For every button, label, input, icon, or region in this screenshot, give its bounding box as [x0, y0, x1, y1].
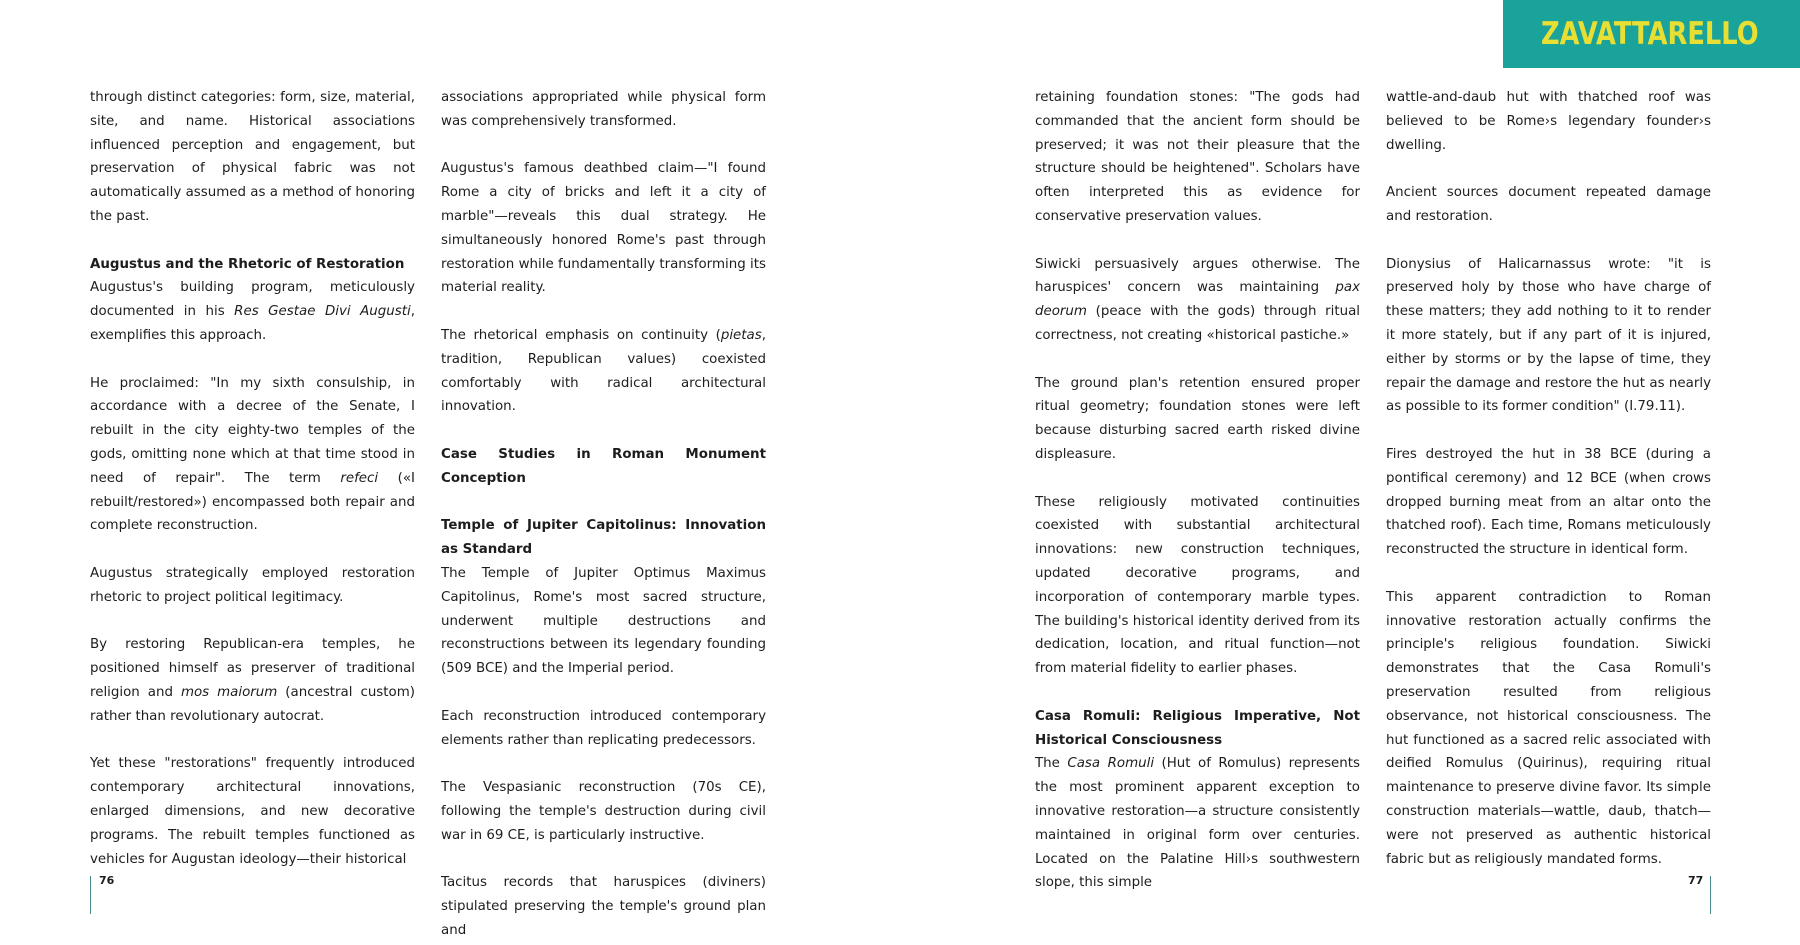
subsection-heading: Casa Romuli: Religious Imperative, Not Historical Consciousness	[1035, 708, 1360, 748]
paragraph: By restoring Republican-era temples, he positioned himself as preserver of traditional religion and mos maiorum (ancestral custom) rather than revolutionary autocrat.	[90, 637, 415, 724]
section-heading: Augustus and the Rhetoric of Restoration	[90, 256, 405, 272]
right-page-number: 77	[1688, 874, 1704, 887]
paragraph: Tacitus records that haruspices (diviners) stipulated preserving the temple's ground plan and	[441, 875, 766, 938]
paragraph: The ground plan's retention ensured proper ritual geometry; foundation stones were left because disturbing sacred earth risked divine displeasure.	[1035, 375, 1360, 462]
paragraph: He proclaimed: "In my sixth consulship, in accordance with a decree of the Senate, I rebuilt in the city eighty-two temples of the gods, omitting none which at that time stood in need of repair". The term refeci («I rebuilt/restored») encompassed both repair and complete reconstruction.	[90, 375, 415, 534]
paragraph: Augustus's famous deathbed claim—"I found Rome a city of bricks and left it a city of marble"—reveals this dual strategy. He simultaneously honored Rome's past through restoration while fundamentally transforming its material reality.	[441, 161, 766, 296]
paragraph: Each reconstruction introduced contemporary elements rather than replicating predecessors.	[441, 708, 766, 748]
paragraph: Augustus's building program, meticulously documented in his Res Gestae Divi Augusti, exemplifies this approach.	[90, 280, 415, 343]
paragraph: This apparent contradiction to Roman innovative restoration actually confirms the principle's religious foundation. Siwicki demonstrates that the Casa Romuli's preservation resulted from religious observance, not historical consciousness. The hut functioned as a sacred relic associated with deified Romulus (Quirinus), requiring ritual maintenance to preserve divine favor. Its simple construction materials—wattle, daub, thatch—were not preserved as authentic historical fabric but as religiously mandated forms.	[1386, 589, 1711, 867]
paragraph: The Temple of Jupiter Optimus Maximus Capitolinus, Rome's most sacred structure, underwent multiple destructions and reconstructions between its legendary founding (509 BCE) and the Imperial period.	[441, 565, 766, 677]
paragraph: Ancient sources document repeated damage and restoration.	[1386, 185, 1711, 224]
right-page-column-1	[1035, 86, 1360, 895]
subsection-heading: Temple of Jupiter Capitolinus: Innovation as Standard	[441, 518, 766, 558]
paragraph: The rhetorical emphasis on continuity (pietas, tradition, Republican values) coexisted comfortably with radical architectural innovation.	[441, 327, 766, 415]
left-page-column-2	[441, 86, 766, 943]
left-page-number: 76	[99, 874, 115, 887]
section-heading: Case Studies in Roman Monument Conception	[441, 446, 766, 486]
brand-banner	[1503, 0, 1800, 68]
paragraph: Augustus strategically employed restoration rhetoric to project political legitimacy.	[90, 565, 415, 605]
paragraph: associations appropriated while physical form was comprehensively transformed.	[441, 90, 766, 129]
paragraph: through distinct categories: form, size, material, site, and name. Historical associations influenced perception and engagement, but preservation of physical fabric was not automatically assumed as a method of honoring the past.	[90, 90, 415, 224]
paragraph: The Vespasianic reconstruction (70s CE), following the temple's destruction during civil war in 69 CE, is particularly instructive.	[441, 780, 766, 843]
paragraph: retaining foundation stones: "The gods had commanded that the ancient form should be preserved; it was not their pleasure that the structure should be heightened". Scholars have often interpreted this as evidence for conservative preservation values.	[1035, 90, 1360, 224]
left-page-column-1	[90, 86, 415, 871]
paragraph: Fires destroyed the hut in 38 BCE (during a pontifical ceremony) and 12 BCE (when crows dropped burning meat from an altar onto the thatched roof). Each time, Romans meticulously reconstructed the structure in identical form.	[1386, 446, 1711, 558]
paragraph: Yet these "restorations" frequently introduced contemporary architectural innovations, enlarged dimensions, and new decorative programs. The rebuilt temples functioned as vehicles for Augustan ideology—their historical	[90, 756, 415, 867]
paragraph: Dionysius of Halicarnassus wrote: "it is preserved holy by those who have charge of these matters; they add nothing to it to render it more stately, but if any part of it is injured, either by storms or by the lapse of time, they repair the damage and restore the hut as nearly as possible to its former condition" (I.79.11).	[1386, 256, 1711, 415]
paragraph: The Casa Romuli (Hut of Romulus) represents the most prominent apparent exception to innovative restoration—a structure consistently maintained in original form over centuries. Located on the Palatine Hill›s southwestern slope, this simple	[1035, 756, 1360, 891]
right-page-column-2	[1386, 86, 1711, 871]
left-footer-rule	[90, 876, 91, 914]
brand-name: ZAVATTARELLO	[1541, 16, 1759, 52]
right-footer-rule	[1710, 876, 1711, 914]
paragraph: These religiously motivated continuities coexisted with substantial architectural innovations: new construction techniques, updated decorative programs, and incorporation of contemporary marble types. The building's historical identity derived from its dedication, location, and ritual function—not from material fidelity to earlier phases.	[1035, 494, 1360, 677]
paragraph: wattle-and-daub hut with thatched roof was believed to be Rome›s legendary founder›s dwelling.	[1386, 90, 1711, 153]
paragraph: Siwicki persuasively argues otherwise. The haruspices' concern was maintaining pax deorum (peace with the gods) through ritual correctness, not creating «historical pastiche.»	[1035, 256, 1360, 343]
